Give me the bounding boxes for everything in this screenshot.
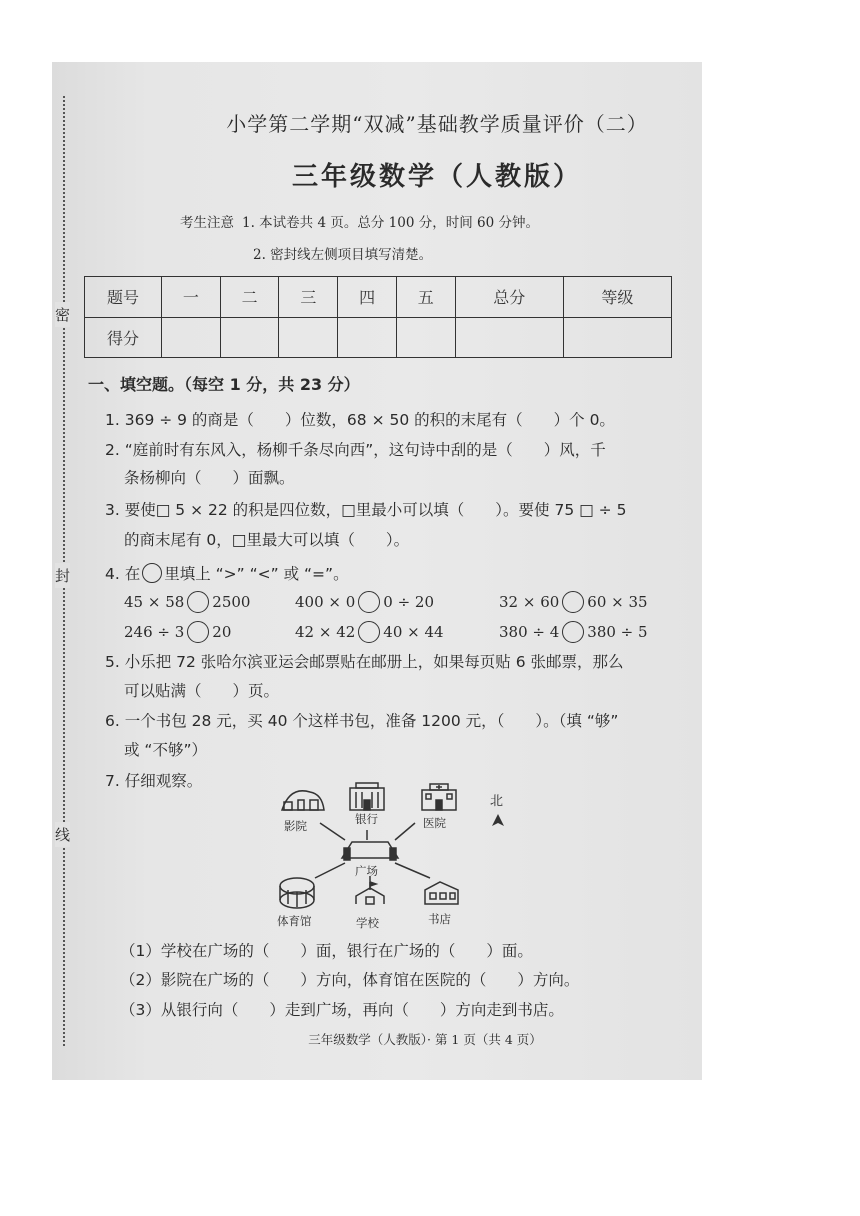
score-cell[interactable]: [563, 317, 671, 358]
question-1: 1. 369 ÷ 9 的商是（ ）位数，68 × 50 的积的末尾有（ ）个 0。: [105, 411, 615, 429]
compare-left: 42 × 42: [295, 623, 356, 641]
question-7: 7. 仔细观察。: [105, 772, 203, 790]
score-header-cell: 等级: [563, 277, 671, 318]
score-header-cell: 一: [162, 277, 221, 318]
bookstore-connector: [395, 863, 430, 878]
score-header-cell: 题号: [85, 277, 162, 318]
compare-circle[interactable]: [358, 621, 380, 643]
compare-right: 40 × 44: [383, 623, 444, 641]
page-footer: 三年级数学（人教版）· 第 1 页（共 4 页）: [308, 1032, 542, 1047]
compare-circle[interactable]: [187, 621, 209, 643]
notice-item-1: 1. 本试卷共 4 页。总分 100 分，时间 60 分钟。: [242, 215, 539, 231]
exam-subtitle: 三年级数学（人教版）: [291, 162, 582, 192]
map-label-cinema: 影院: [284, 819, 307, 833]
bookstore-icon: [425, 882, 458, 904]
notice-item-2: 2. 密封线左侧项目填写清楚。: [253, 247, 433, 263]
stadium-icon: [280, 878, 314, 908]
score-header-cell: 五: [396, 277, 455, 318]
score-header-cell: 二: [220, 277, 279, 318]
compare-right: 0 ÷ 20: [383, 593, 435, 611]
compare-item: [124, 591, 250, 613]
score-table-score-row: [85, 317, 672, 358]
score-cell[interactable]: [220, 317, 279, 358]
score-cell[interactable]: [162, 317, 221, 358]
stadium-connector: [315, 863, 345, 878]
compare-left: 32 × 60: [499, 593, 560, 611]
score-cell[interactable]: [455, 317, 563, 358]
question-7-3: （3）从银行向（ ）走到广场，再向（ ）方向走到书店。: [120, 1001, 564, 1019]
question-6-line-1: 6. 一个书包 28 元，买 40 个这样书包，准备 1200 元，（ ）。（填 “够”: [105, 712, 619, 730]
compare-item: [499, 621, 648, 643]
question-4-prefix: 4. 在: [105, 565, 141, 583]
binding-char-mi: 密: [55, 302, 70, 327]
notice-line-1: [180, 211, 539, 231]
compare-right: 20: [212, 623, 232, 641]
section-heading: 一、填空题。（每空 1 分，共 23 分）: [88, 375, 360, 394]
compare-item: [499, 591, 648, 613]
map-label-school: 学校: [356, 916, 379, 930]
question-7-1: （1）学校在广场的（ ）面，银行在广场的（ ）面。: [120, 942, 533, 960]
compare-left: 380 ÷ 4: [499, 623, 560, 641]
question-4-suffix: 里填上 “>” “<” 或 “=”。: [164, 565, 349, 583]
cinema-connector: [320, 823, 345, 840]
school-icon: [356, 882, 384, 904]
score-row-label: 得分: [85, 317, 162, 358]
compare-circle[interactable]: [562, 621, 584, 643]
map-label-stadium: 体育馆: [277, 914, 312, 928]
bank-icon: [350, 783, 384, 810]
circle-blank-icon: [142, 563, 162, 583]
cinema-icon: [282, 791, 324, 810]
compare-circle[interactable]: [358, 591, 380, 613]
question-4: [105, 562, 349, 584]
compare-circle[interactable]: [187, 591, 209, 613]
map-label-square: 广场: [355, 864, 378, 878]
question-6-line-2: 或 “不够”）: [124, 741, 207, 759]
question-5-line-1: 5. 小乐把 72 张哈尔滨亚运会邮票贴在邮册上，如果每页贴 6 张邮票，那么: [105, 653, 624, 671]
compare-left: 45 × 58: [124, 593, 185, 611]
compare-right: 2500: [212, 593, 251, 611]
score-header-cell: 四: [338, 277, 397, 318]
compare-left: 400 × 0: [295, 593, 356, 611]
question-3-line-2: 的商末尾有 0，□里最大可以填（ ）。: [124, 531, 410, 549]
compare-item: [124, 621, 231, 643]
hospital-icon: [422, 784, 456, 810]
question-5-line-2: 可以贴满（ ）页。: [124, 682, 280, 700]
map-label-hospital: 医院: [423, 816, 446, 830]
binding-char-xian: 线: [55, 822, 70, 847]
compare-right: 380 ÷ 5: [587, 623, 648, 641]
score-cell[interactable]: [396, 317, 455, 358]
score-table-header-row: [85, 277, 672, 318]
score-cell[interactable]: [338, 317, 397, 358]
notice-label: 考生注意: [180, 215, 234, 231]
compare-item: [295, 591, 434, 613]
question-7-2: （2）影院在广场的（ ）方向，体育馆在医院的（ ）方向。: [120, 971, 580, 989]
exam-title: 小学第二学期“双减”基础教学质量评价（二）: [226, 112, 648, 136]
score-cell[interactable]: [279, 317, 338, 358]
score-header-cell: 三: [279, 277, 338, 318]
question-2-line-2: 条杨柳向（ ）面飘。: [124, 469, 295, 487]
question-2-line-1: 2. “庭前时有东风入，杨柳千条尽向西”，这句诗中刮的是（ ）风，千: [105, 441, 606, 459]
score-header-cell: 总分: [455, 277, 563, 318]
compare-circle[interactable]: [562, 591, 584, 613]
map-label-bank: 银行: [355, 812, 378, 826]
square-icon: [342, 842, 398, 860]
map-label-bookstore: 书店: [428, 912, 451, 926]
compare-left: 246 ÷ 3: [124, 623, 185, 641]
question-3-line-1: 3. 要使□ 5 × 22 的积是四位数，□里最小可以填（ ）。要使 75 □ ÷ 5: [105, 501, 627, 519]
binding-char-feng: 封: [55, 563, 70, 588]
map-label-north: 北: [490, 794, 504, 809]
hospital-connector: [395, 823, 415, 840]
compare-right: 60 × 35: [587, 593, 648, 611]
compare-item: [295, 621, 444, 643]
score-table: [84, 276, 672, 358]
north-arrow-icon: [492, 814, 504, 826]
